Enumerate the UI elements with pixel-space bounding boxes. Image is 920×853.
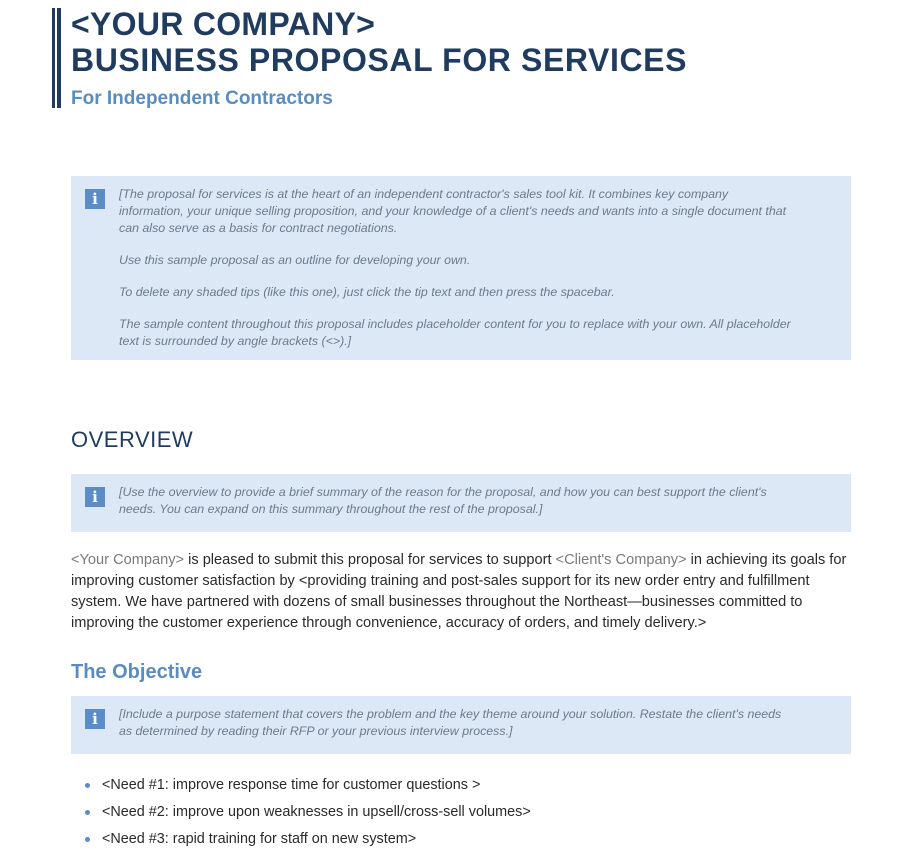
intro-tip-paragraph[interactable]: To delete any shaded tips (like this one), just click the tip text and then press the spacebar. [119, 285, 615, 299]
overview-tip-text[interactable]: [Use the overview to provide a brief summary of the reason for the proposal, and how you can best support the client's needs. You can expand on this summary throughout the rest of the proposal.] [119, 485, 767, 516]
company-name[interactable]: <YOUR COMPANY> [71, 6, 376, 42]
objective-tip-box[interactable] [71, 696, 851, 754]
company-placeholder[interactable]: <Your Company> [71, 552, 185, 568]
bullet-icon [85, 837, 90, 842]
info-icon: i [85, 189, 105, 209]
overview-text: in achieving its goals for improving customer satisfaction by <providing training and post-sales support for its new order entry and fulfillment system. We have partnered with dozens of small businesses throughout the Northeast—businesses committed to improving the customer experience through convenience, accuracy of orders, and timely delivery.> [71, 552, 847, 631]
overview-body[interactable] [71, 550, 861, 634]
overview-tip-box[interactable] [71, 474, 851, 532]
need-text: <Need #2: improve upon weaknesses in upsell/cross-sell volumes> [102, 804, 531, 820]
document-title[interactable]: BUSINESS PROPOSAL FOR SERVICES [71, 42, 688, 78]
overview-text: is pleased to submit this proposal for services to support [184, 552, 556, 568]
title-block [52, 6, 892, 110]
overview-heading[interactable]: OVERVIEW [71, 427, 194, 452]
client-placeholder[interactable]: <Client's Company> [555, 552, 687, 568]
need-item[interactable] [82, 772, 531, 799]
bullet-icon [85, 810, 90, 815]
title-accent-bar [52, 8, 61, 108]
need-item[interactable] [82, 826, 531, 853]
info-icon: i [85, 487, 105, 507]
objective-tip-text[interactable]: [Include a purpose statement that covers the problem and the key theme around your solution. Restate the client's needs as determined by reading their RFP or your previous interview process.] [119, 707, 782, 738]
need-item[interactable] [82, 799, 531, 826]
bullet-icon [85, 783, 90, 788]
objective-heading[interactable]: The Objective [71, 661, 203, 683]
document-subtitle[interactable]: For Independent Contractors [71, 88, 333, 109]
need-text: <Need #1: improve response time for customer questions > [102, 777, 481, 793]
intro-tip-paragraph[interactable]: [The proposal for services is at the heart of an independent contractor's sales tool kit. It combines key company information, your unique selling proposition, and your knowledge of a client's needs and wants into a single document that can also serve as a basis for contract negotiations. [119, 187, 787, 235]
intro-tip-paragraph[interactable]: Use this sample proposal as an outline for developing your own. [119, 253, 471, 267]
intro-tip-paragraph[interactable]: The sample content throughout this proposal includes placeholder content for you to replace with your own. All placeholder text is surrounded by angle brackets (<>).] [119, 317, 791, 348]
needs-list [82, 772, 531, 853]
need-text: <Need #3: rapid training for staff on new system> [102, 831, 417, 847]
intro-tip-box[interactable] [71, 176, 851, 360]
info-icon: i [85, 709, 105, 729]
